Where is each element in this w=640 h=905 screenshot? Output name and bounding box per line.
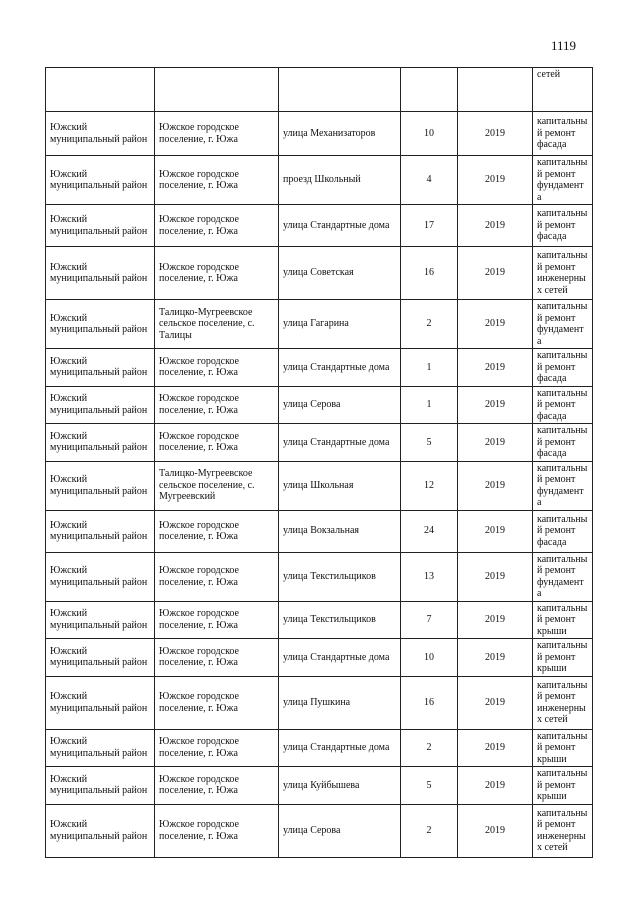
cell-year (458, 68, 533, 112)
cell-year: 2019 (458, 205, 533, 247)
cell-settlement: Южское городское поселение, г. Южа (155, 205, 279, 247)
cell-district: Южский муниципальный район (46, 386, 155, 424)
cell-settlement (155, 68, 279, 112)
cell-settlement: Южское городское поселение, г. Южа (155, 386, 279, 424)
cell-street: проезд Школьный (279, 156, 401, 205)
cell-district (46, 68, 155, 112)
cell-house: 10 (401, 639, 458, 677)
cell-work: капитальный ремонт фасада (533, 112, 593, 156)
cell-year: 2019 (458, 639, 533, 677)
cell-settlement: Южское городское поселение, г. Южа (155, 639, 279, 677)
cell-street: улица Стандартные дома (279, 205, 401, 247)
cell-settlement: Южское городское поселение, г. Южа (155, 424, 279, 462)
cell-district: Южский муниципальный район (46, 424, 155, 462)
cell-settlement: Талицко-Мугреевское сельское поселение, с. Талицы (155, 300, 279, 349)
cell-year: 2019 (458, 112, 533, 156)
cell-work: капитальный ремонт фасада (533, 386, 593, 424)
table-row (46, 767, 593, 805)
cell-year: 2019 (458, 510, 533, 552)
table-row (46, 424, 593, 462)
cell-street: улица Пушкина (279, 676, 401, 729)
cell-year: 2019 (458, 676, 533, 729)
cell-house: 5 (401, 424, 458, 462)
cell-year: 2019 (458, 156, 533, 205)
cell-street: улица Советская (279, 247, 401, 300)
cell-house: 10 (401, 112, 458, 156)
cell-work: капитальный ремонт крыши (533, 767, 593, 805)
cell-work: капитальный ремонт фундамента (533, 156, 593, 205)
cell-settlement: Южское городское поселение, г. Южа (155, 552, 279, 601)
cell-settlement: Южское городское поселение, г. Южа (155, 247, 279, 300)
table-row (46, 461, 593, 510)
cell-district: Южский муниципальный район (46, 676, 155, 729)
cell-year: 2019 (458, 729, 533, 767)
cell-work: капитальный ремонт фасада (533, 349, 593, 387)
cell-settlement: Южское городское поселение, г. Южа (155, 676, 279, 729)
cell-district: Южский муниципальный район (46, 112, 155, 156)
cell-street: улица Серова (279, 386, 401, 424)
cell-house: 1 (401, 386, 458, 424)
cell-year: 2019 (458, 349, 533, 387)
cell-house: 7 (401, 601, 458, 639)
cell-house: 13 (401, 552, 458, 601)
cell-house: 4 (401, 156, 458, 205)
page-number: 1119 (550, 38, 576, 53)
cell-street (279, 68, 401, 112)
table-row (46, 676, 593, 729)
cell-house: 5 (401, 767, 458, 805)
cell-year: 2019 (458, 247, 533, 300)
cell-street: улица Текстильщиков (279, 601, 401, 639)
cell-settlement: Южское городское поселение, г. Южа (155, 510, 279, 552)
cell-settlement: Южское городское поселение, г. Южа (155, 349, 279, 387)
table-row (46, 729, 593, 767)
cell-street: улица Стандартные дома (279, 349, 401, 387)
table-row (46, 156, 593, 205)
cell-work: капитальный ремонт крыши (533, 729, 593, 767)
cell-street: улица Вокзальная (279, 510, 401, 552)
cell-house: 16 (401, 676, 458, 729)
cell-house: 2 (401, 300, 458, 349)
cell-street: улица Механизаторов (279, 112, 401, 156)
cell-work: капитальный ремонт фундамента (533, 461, 593, 510)
table-row (46, 639, 593, 677)
cell-work: капитальный ремонт фасада (533, 424, 593, 462)
table-body (46, 68, 593, 858)
cell-year: 2019 (458, 601, 533, 639)
cell-district: Южский муниципальный район (46, 156, 155, 205)
table-row (46, 552, 593, 601)
cell-house: 17 (401, 205, 458, 247)
cell-district: Южский муниципальный район (46, 729, 155, 767)
cell-district: Южский муниципальный район (46, 247, 155, 300)
cell-district: Южский муниципальный район (46, 804, 155, 857)
cell-work: капитальный ремонт крыши (533, 639, 593, 677)
table-row (46, 247, 593, 300)
table-row (46, 300, 593, 349)
cell-street: улица Школьная (279, 461, 401, 510)
cell-settlement: Южское городское поселение, г. Южа (155, 729, 279, 767)
table-row (46, 349, 593, 387)
cell-street: улица Куйбышева (279, 767, 401, 805)
table-row (46, 386, 593, 424)
table-row (46, 601, 593, 639)
cell-work: капитальный ремонт фасада (533, 205, 593, 247)
cell-house: 1 (401, 349, 458, 387)
cell-year: 2019 (458, 461, 533, 510)
cell-work: капитальный ремонт инженерных сетей (533, 247, 593, 300)
table-row (46, 804, 593, 857)
cell-house: 24 (401, 510, 458, 552)
cell-settlement: Южское городское поселение, г. Южа (155, 767, 279, 805)
cell-house (401, 68, 458, 112)
cell-year: 2019 (458, 552, 533, 601)
cell-settlement: Южское городское поселение, г. Южа (155, 804, 279, 857)
cell-district: Южский муниципальный район (46, 639, 155, 677)
cell-settlement: Южское городское поселение, г. Южа (155, 156, 279, 205)
cell-district: Южский муниципальный район (46, 205, 155, 247)
table-row (46, 112, 593, 156)
cell-year: 2019 (458, 767, 533, 805)
cell-district: Южский муниципальный район (46, 300, 155, 349)
cell-district: Южский муниципальный район (46, 601, 155, 639)
table-row (46, 510, 593, 552)
cell-house: 2 (401, 729, 458, 767)
cell-house: 2 (401, 804, 458, 857)
cell-district: Южский муниципальный район (46, 767, 155, 805)
cell-street: улица Гагарина (279, 300, 401, 349)
cell-work: капитальный ремонт инженерных сетей (533, 804, 593, 857)
cell-district: Южский муниципальный район (46, 461, 155, 510)
cell-street: улица Серова (279, 804, 401, 857)
cell-settlement: Талицко-Мугреевское сельское поселение, с. Мугреевский (155, 461, 279, 510)
cell-year: 2019 (458, 386, 533, 424)
cell-district: Южский муниципальный район (46, 510, 155, 552)
cell-settlement: Южское городское поселение, г. Южа (155, 601, 279, 639)
cell-work: капитальный ремонт фасада (533, 510, 593, 552)
cell-work: капитальный ремонт фундамента (533, 300, 593, 349)
repair-schedule-table (45, 67, 593, 858)
cell-district: Южский муниципальный район (46, 349, 155, 387)
cell-house: 12 (401, 461, 458, 510)
cell-year: 2019 (458, 300, 533, 349)
cell-year: 2019 (458, 424, 533, 462)
cell-work: капитальный ремонт фундамента (533, 552, 593, 601)
cell-street: улица Стандартные дома (279, 424, 401, 462)
cell-work: сетей (533, 68, 593, 112)
cell-year: 2019 (458, 804, 533, 857)
cell-work: капитальный ремонт крыши (533, 601, 593, 639)
cell-settlement: Южское городское поселение, г. Южа (155, 112, 279, 156)
cell-street: улица Стандартные дома (279, 639, 401, 677)
continuation-row (46, 68, 593, 112)
cell-district: Южский муниципальный район (46, 552, 155, 601)
cell-street: улица Стандартные дома (279, 729, 401, 767)
table-row (46, 205, 593, 247)
cell-work: капитальный ремонт инженерных сетей (533, 676, 593, 729)
cell-house: 16 (401, 247, 458, 300)
cell-street: улица Текстильщиков (279, 552, 401, 601)
